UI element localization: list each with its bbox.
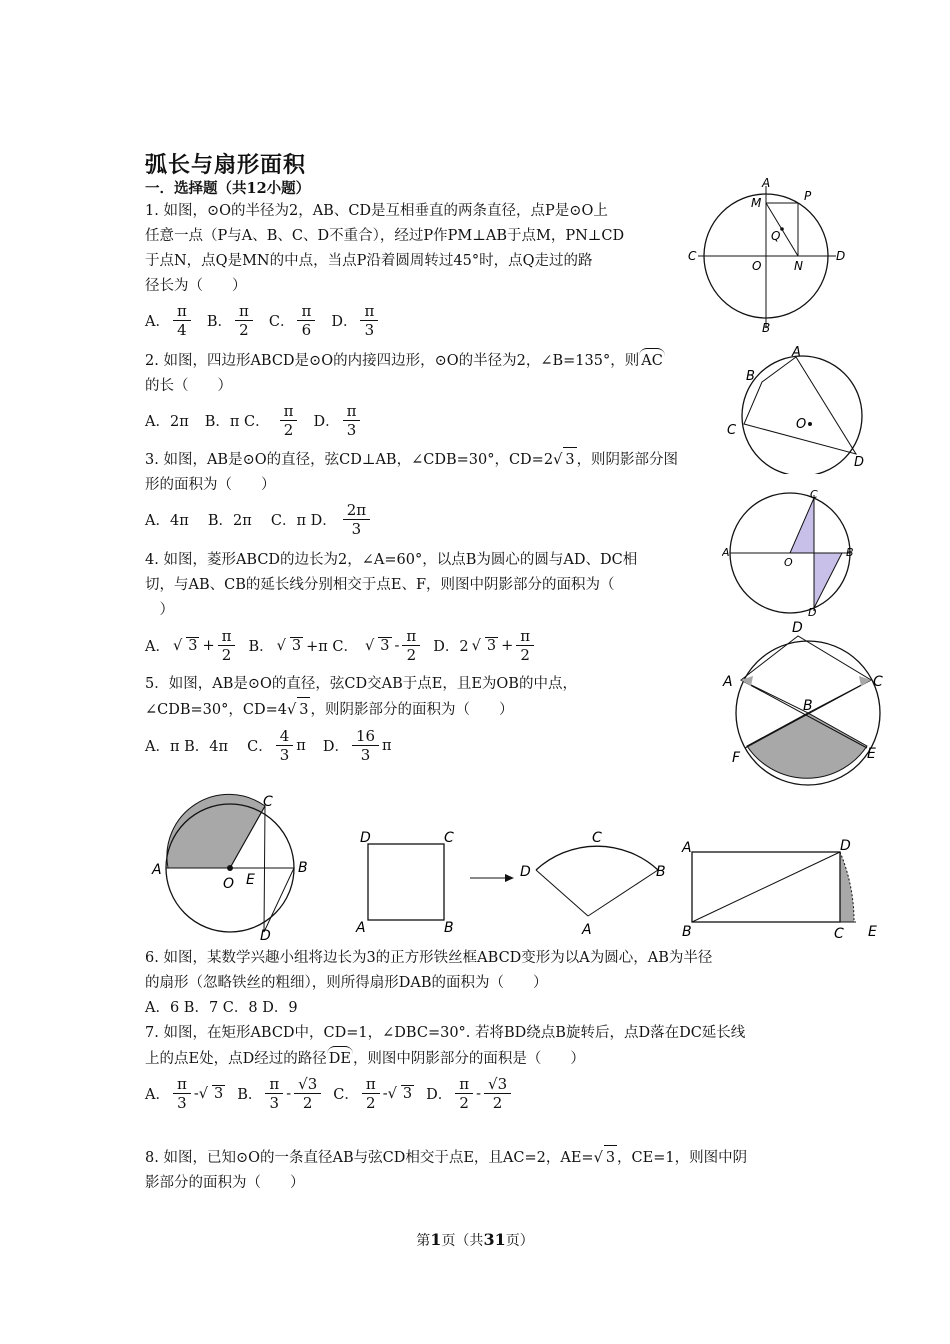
label: A xyxy=(723,674,733,690)
q3-option-d: $\frac{2\pi}{3}$ xyxy=(343,501,370,538)
question-8 xyxy=(145,1145,825,1196)
q3-option-abc: A．4π B．2π C．π D． xyxy=(145,513,337,529)
label: C xyxy=(263,794,273,810)
page-footer: 第1页（共31页） xyxy=(416,1230,534,1249)
figure-q7 xyxy=(676,832,886,944)
section-heading: 一．选择题（共12小题） xyxy=(145,180,311,197)
figure-q5 xyxy=(150,792,322,942)
figure-q3 xyxy=(722,486,862,618)
label: B xyxy=(298,860,308,876)
q2-line: 的长（ ） xyxy=(145,378,232,394)
q4-option-b: B． √ 3 +π C． xyxy=(248,637,359,655)
question-6 xyxy=(145,946,825,1021)
q1-line: 于点N，点Q是MN的中点，当点P沿着圆周转过45°时，点Q走过的路 xyxy=(145,253,593,269)
q1-line: 任意一点（P与A、B、C、D不重合），经过P作PM⊥AB于点M，PN⊥CD xyxy=(145,228,625,244)
label: C xyxy=(444,830,454,846)
figure-q1 xyxy=(686,176,846,336)
label: B xyxy=(444,920,454,936)
q5-option-d-letter: D． xyxy=(322,739,349,755)
label: A xyxy=(582,922,592,938)
q4-options xyxy=(145,627,544,664)
q4-line: 切，与AB、CB的延长线分别相交于点E、F，则图中阴影部分的面积为（ xyxy=(145,577,615,593)
page-title: 弧长与扇形面积 xyxy=(145,152,307,178)
label: C xyxy=(834,926,844,942)
q7-line: 上的点E处，点D经过的路径 DE ，则图中阴影部分的面积是（ ） xyxy=(145,1046,825,1072)
center-o xyxy=(808,422,812,426)
point-q xyxy=(780,227,784,231)
shaded-sector xyxy=(747,713,867,778)
q2-option-a: A．2π xyxy=(145,414,189,430)
label: B xyxy=(746,369,755,384)
shaded-corner xyxy=(741,676,753,686)
q5-options xyxy=(145,727,392,764)
figure-q2 xyxy=(720,344,880,474)
label: C xyxy=(727,423,737,438)
label: B xyxy=(846,546,854,559)
q4-option-d: D．2 √ 3 + $\frac{\pi}{2}$ xyxy=(433,627,534,664)
sector-arc xyxy=(536,846,658,870)
q5-line: ∠CDB=30°，CD=4√ 3 ，则阴影部分的面积为（ ） xyxy=(145,697,705,723)
arrow-head xyxy=(505,874,514,882)
q1-line: 1. 如图，⊙O的半径为2，AB、CD是互相垂直的两条直径，点P是⊙O上 xyxy=(145,203,608,219)
q2-options xyxy=(145,402,370,439)
q7-option-c: C． $\frac{\pi}{2}$ -√ 3 xyxy=(333,1075,413,1112)
q6-line: 的扇形（忽略铁丝的粗细），则所得扇形DAB的面积为（ ） xyxy=(145,975,548,991)
label: C xyxy=(688,249,697,263)
label: D xyxy=(792,620,803,636)
q7-option-a: A． $\frac{\pi}{3}$ -√ 3 xyxy=(145,1075,224,1112)
label: O xyxy=(796,417,807,432)
q4-option-c: √ 3 - $\frac{\pi}{2}$ xyxy=(365,627,420,664)
q2-line: 2. 如图，四边形ABCD是⊙O的内接四边形，⊙O的半径为2，∠B=135°，则 AC xyxy=(145,348,725,374)
label: A xyxy=(792,345,801,360)
label: D xyxy=(836,249,846,263)
arc-de: DE xyxy=(327,1046,353,1072)
q4-option-a: A． √ 3 + $\frac{\pi}{2}$ xyxy=(145,627,235,664)
question-4 xyxy=(145,548,725,623)
q4-line: ） xyxy=(145,602,174,618)
label: C xyxy=(592,830,602,846)
question-7 xyxy=(145,1021,825,1072)
label: P xyxy=(804,189,812,203)
label: E xyxy=(867,746,876,762)
q8-line: 8. 如图，已知⊙O的一条直径AB与弦CD相交于点E，且AC=2，AE=√ 3 ，CE=1，则图中阴 xyxy=(145,1145,825,1171)
label: A xyxy=(682,840,692,856)
q7-option-b: B． $\frac{\pi}{3}$ - $\frac{√3}{2}$ xyxy=(237,1075,321,1112)
label: E xyxy=(246,872,255,888)
q2-option-c: $\frac{\pi}{2}$ xyxy=(280,402,298,439)
label: D xyxy=(360,830,371,846)
label: D xyxy=(260,928,271,942)
label: B xyxy=(762,321,771,335)
chord-cd xyxy=(264,806,265,932)
q8-line: 影部分的面积为（ ） xyxy=(145,1175,305,1191)
figure-q4 xyxy=(715,614,895,786)
label: B xyxy=(803,698,813,714)
q3-line: 形的面积为（ ） xyxy=(145,477,276,493)
shaded-region xyxy=(840,852,854,922)
label: C xyxy=(873,674,883,690)
question-5 xyxy=(145,672,705,723)
q7-line: 7. 如图，在矩形ABCD中，CD=1，∠DBC=30°. 若将BD绕点B旋转后，点D落在DC延长线 xyxy=(145,1025,746,1041)
q7-options xyxy=(145,1075,521,1112)
q4-line: 4. 如图，菱形ABCD的边长为2，∠A=60°，以点B为圆心的圆与AD、DC相 xyxy=(145,552,638,568)
diagonal-bd xyxy=(692,852,840,922)
q1-options xyxy=(145,302,388,339)
q5-option-d: $\frac{16}{3}$ xyxy=(352,727,379,764)
q5-line: 5．如图，AB是⊙O的直径，弦CD交AB于点E，且E为OB的中点， xyxy=(145,676,577,692)
q6-line: 6. 如图，某数学兴趣小组将边长为3的正方形铁丝框ABCD变形为以A为圆心，AB为半径 xyxy=(145,950,713,966)
label: A xyxy=(356,920,366,936)
q5-option-c: $\frac{4}{3}$ xyxy=(276,727,294,764)
pi-symbol: π xyxy=(382,737,392,754)
q1-option-c: C． $\frac{\pi}{6}$ xyxy=(269,302,315,339)
label: D xyxy=(854,455,865,470)
q1-option-b: B． $\frac{\pi}{2}$ xyxy=(207,302,253,339)
center-o xyxy=(227,865,233,871)
q5-option-abc: A．π B．4π C． xyxy=(145,739,273,755)
label: A xyxy=(152,862,162,878)
label: N xyxy=(794,259,803,273)
label: M xyxy=(751,196,762,210)
shaded-corner xyxy=(859,676,871,686)
radius-ad xyxy=(536,870,588,916)
q1-option-d: D． $\frac{\pi}{3}$ xyxy=(331,302,378,339)
square-abcd xyxy=(368,844,444,920)
q6-options: A．6 B．7 C．8 D．9 xyxy=(145,1000,298,1016)
label: A xyxy=(762,176,771,190)
label: D xyxy=(520,864,531,880)
q1-option-a: A． $\frac{\pi}{4}$ xyxy=(145,302,191,339)
label: C xyxy=(810,488,818,501)
label: B xyxy=(682,924,692,940)
q3-line: 3. 如图，AB是⊙O的直径，弦CD⊥AB，∠CDB=30°，CD=2√ 3 ，则阴影部分图 xyxy=(145,447,725,473)
label: E xyxy=(868,924,877,940)
question-2 xyxy=(145,348,725,399)
label: O xyxy=(784,556,793,569)
label: D xyxy=(808,606,817,618)
arc-ac: AC xyxy=(639,348,665,374)
q7-option-d: D． $\frac{\pi}{2}$ - $\frac{√3}{2}$ xyxy=(426,1075,511,1112)
figure-q6 xyxy=(350,822,680,942)
q3-options xyxy=(145,501,370,538)
question-3 xyxy=(145,447,725,498)
shaded-region xyxy=(790,498,814,553)
label: B xyxy=(656,864,666,880)
label: F xyxy=(732,750,741,766)
q1-line: 径长为（ ） xyxy=(145,278,247,294)
q2-option-bc: B．π C． xyxy=(204,414,270,430)
label: D xyxy=(840,838,851,854)
segment-bd xyxy=(264,868,294,932)
circle xyxy=(742,356,865,474)
label: O xyxy=(752,259,762,273)
question-1 xyxy=(145,199,685,299)
label: Q xyxy=(771,229,781,243)
label: A xyxy=(722,546,730,559)
label: O xyxy=(223,876,235,892)
pi-symbol: π xyxy=(296,737,306,754)
radius-ab xyxy=(588,870,658,916)
q2-option-d: D． $\frac{\pi}{3}$ xyxy=(313,402,360,439)
